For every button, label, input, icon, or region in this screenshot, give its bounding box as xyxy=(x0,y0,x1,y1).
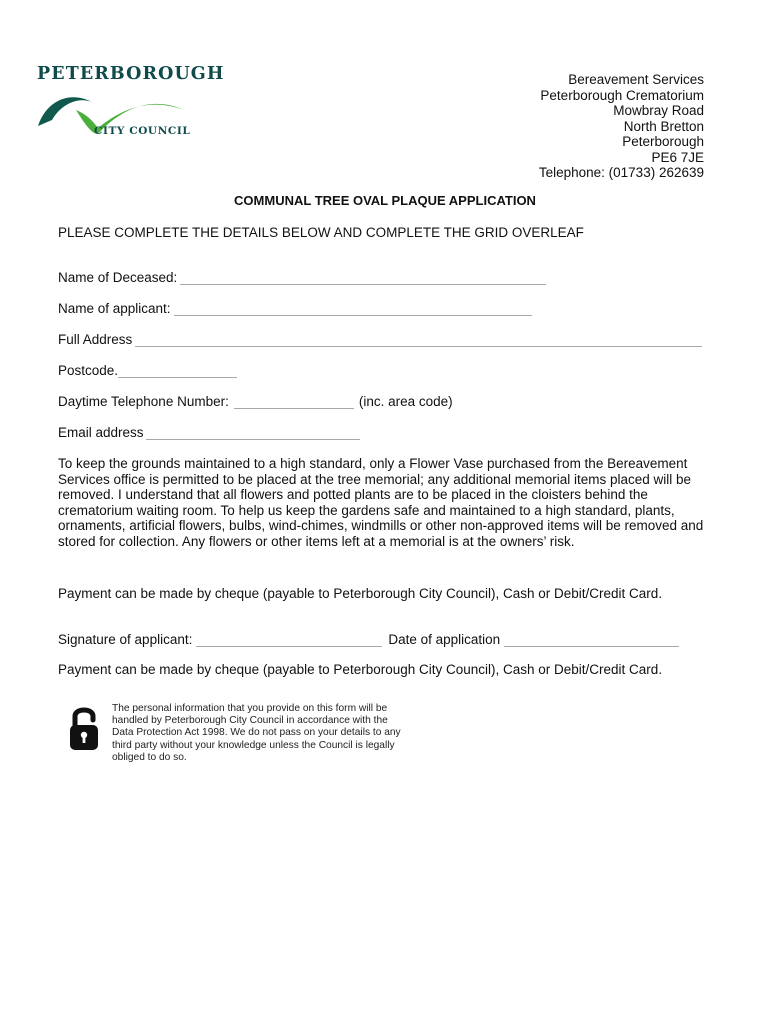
terms-paragraph: To keep the grounds maintained to a high standard, only a Flower Vase purchased from the Bereavement Services office is permitted to be placed at the tree memorial; any additional memorial items placed will be removed. I understand that all flowers and potted plants are to be placed in the cloisters behind the crematorium waiting room. To help us keep the gardens safe and maintained to a high standard, plants, ornaments, artificial flowers, bulbs, wind-chimes, windmills or other non-approved items will be removed and stored for collection. Any flowers or other items left at a memorial is at the owners’ risk. xyxy=(58,456,704,549)
applicant-name-label: Name of applicant: xyxy=(58,301,171,316)
postcode-input[interactable] xyxy=(118,364,237,378)
deceased-name-row xyxy=(58,270,546,285)
email-label: Email address xyxy=(58,425,144,440)
data-protection-notice: The personal information that you provide on this form will be handled by Peterborough City Council in accordance with the Data Protection Act 1998. We do not pass on your details to any third party without your knowledge unless the Council is legally obliged to do so. xyxy=(112,703,401,763)
signature-row xyxy=(58,632,679,647)
telephone-hint: (inc. area code) xyxy=(358,394,453,409)
form-instruction: PLEASE COMPLETE THE DETAILS BELOW AND COMPLETE THE GRID OVERLEAF xyxy=(58,225,584,240)
address-line: Peterborough xyxy=(622,134,704,149)
deceased-name-input[interactable] xyxy=(180,271,546,285)
form-title: COMMUNAL TREE OVAL PLAQUE APPLICATION xyxy=(234,193,536,208)
address-telephone: Telephone: (01733) 262639 xyxy=(538,165,704,180)
address-line: North Bretton xyxy=(623,118,704,134)
address-line: Peterborough Crematorium xyxy=(540,87,704,103)
postcode-label: Postcode. xyxy=(58,363,119,378)
address-line: Mowbray Road xyxy=(613,103,704,118)
email-input[interactable] xyxy=(146,426,360,440)
payment-note: Payment can be made by cheque (payable to Peterborough City Council), Cash or Debit/Credit Card. xyxy=(58,586,663,601)
deceased-name-label: Name of Deceased: xyxy=(58,270,178,285)
applicant-name-input[interactable] xyxy=(174,302,532,316)
signature-input[interactable] xyxy=(196,633,382,647)
address-line: Bereavement Services xyxy=(568,72,704,87)
full-address-row xyxy=(58,332,702,347)
email-row xyxy=(58,425,360,440)
application-date-input[interactable] xyxy=(504,633,679,647)
full-address-input[interactable] xyxy=(135,333,702,347)
council-logo xyxy=(34,62,225,144)
address-line: PE6 7JE xyxy=(651,149,704,165)
telephone-label: Daytime Telephone Number: xyxy=(58,394,229,409)
postcode-row xyxy=(58,363,237,378)
logo-bottom-text: CITY COUNCIL xyxy=(94,125,191,137)
signature-label: Signature of applicant: xyxy=(58,632,193,647)
payment-note-repeat: Payment can be made by cheque (payable to Peterborough City Council), Cash or Debit/Credit Card. xyxy=(58,662,663,677)
full-address-label: Full Address xyxy=(58,332,133,347)
address-block xyxy=(539,72,704,181)
applicant-name-row xyxy=(58,301,532,316)
logo-top-text: PETERBOROUGH xyxy=(37,64,225,84)
padlock-icon xyxy=(67,704,101,752)
telephone-input[interactable] xyxy=(234,395,354,409)
telephone-row xyxy=(58,394,453,409)
application-date-label: Date of application xyxy=(388,632,501,647)
